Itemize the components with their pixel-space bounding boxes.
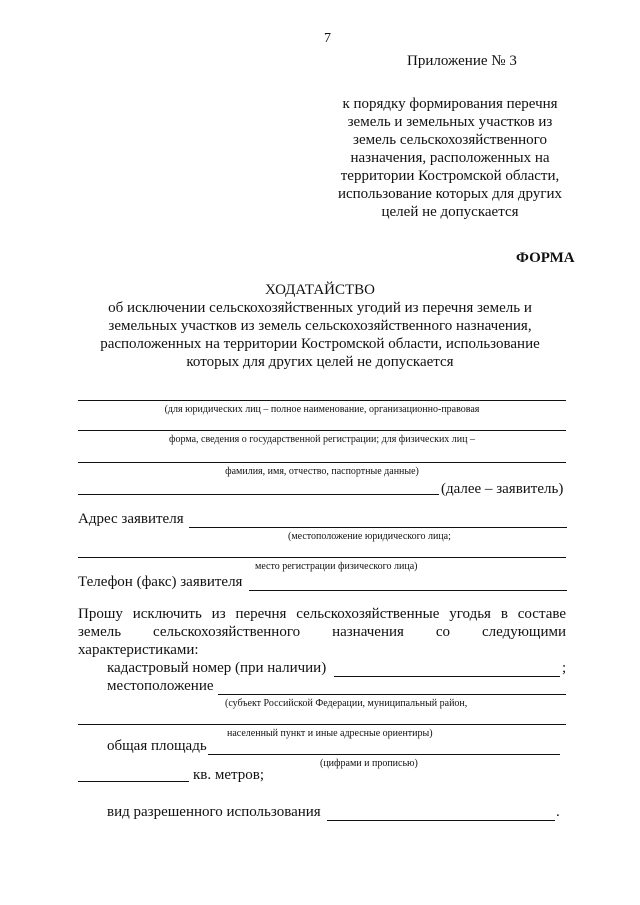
address-hint-1: (местоположение юридического лица; [288,531,451,542]
request-line-1: Прошу исключить из перечня сельскохозяйственные угодья в составе [78,606,567,622]
applicant-name-line-1[interactable] [78,400,566,401]
request-line-2: земель сельскохозяйственного назначения со следующими [78,624,567,640]
location-label: местоположение [107,678,214,694]
address-label: Адрес заявителя [78,511,184,527]
appendix-title: Приложение № 3 [407,53,517,69]
area-label: общая площадь [107,738,207,754]
area-unit: кв. метров; [193,767,265,783]
applicant-hint-1: (для юридических лиц – полное наименование, организационно-правовая [164,404,480,415]
subtitle-line: расположенных на территории Костромской области, использование [100,336,540,352]
appendix-line: назначения, расположенных на [350,150,550,166]
applicant-hint-3: фамилия, имя, отчество, паспортные данные) [225,466,419,477]
address-line-2[interactable] [78,557,566,558]
applicant-hint-2: форма, сведения о государственной регистрации; для физических лиц – [169,434,475,445]
area-hint: (цифрами и прописью) [320,758,418,769]
applicant-name-line-4[interactable] [78,494,439,495]
address-line-1[interactable] [189,527,567,528]
applicant-name-line-3[interactable] [78,462,566,463]
appendix-line: к порядку формирования перечня [342,96,558,112]
subtitle-line: которых для других целей не допускается [186,354,454,370]
area-number-line[interactable] [78,781,189,782]
appendix-text [325,95,575,221]
appendix-line: земель сельскохозяйственного [353,132,547,148]
appendix-line: земель и земельных участков из [347,114,553,130]
applicant-name-line-2[interactable] [78,430,566,431]
phone-line[interactable] [249,590,567,591]
area-input-line[interactable] [208,754,560,755]
appendix-line: целей не допускается [381,204,519,220]
cadastral-label: кадастровый номер (при наличии) [107,660,327,676]
cadastral-end: ; [562,660,567,676]
page-number: 7 [324,31,331,46]
applicant-suffix: (далее – заявитель) [441,481,564,497]
location-line-2[interactable] [78,724,566,725]
subtitle-line: об исключении сельскохозяйственных угодий из перечня земель и [108,300,532,316]
location-hint-2: населенный пункт и иные адресные ориентиры) [227,728,433,739]
document-subtitle [60,299,580,371]
use-end: . [556,804,560,820]
phone-label: Телефон (факс) заявителя [78,574,243,590]
cadastral-input-line[interactable] [334,676,560,677]
form-label: ФОРМА [516,250,575,266]
location-line-1[interactable] [218,694,566,695]
use-label: вид разрешенного использования [107,804,321,820]
appendix-line: использование которых для других [337,186,563,202]
address-hint-2: место регистрации физического лица) [255,561,418,572]
appendix-line: территории Костромской области, [340,168,560,184]
subtitle-line: земельных участков из земель сельскохозяйственного назначения, [108,318,532,334]
request-line-3: характеристиками: [78,642,199,658]
document-title: ХОДАТАЙСТВО [265,282,375,298]
use-input-line[interactable] [327,820,555,821]
location-hint-1: (субъект Российской Федерации, муниципальный район, [225,698,468,709]
